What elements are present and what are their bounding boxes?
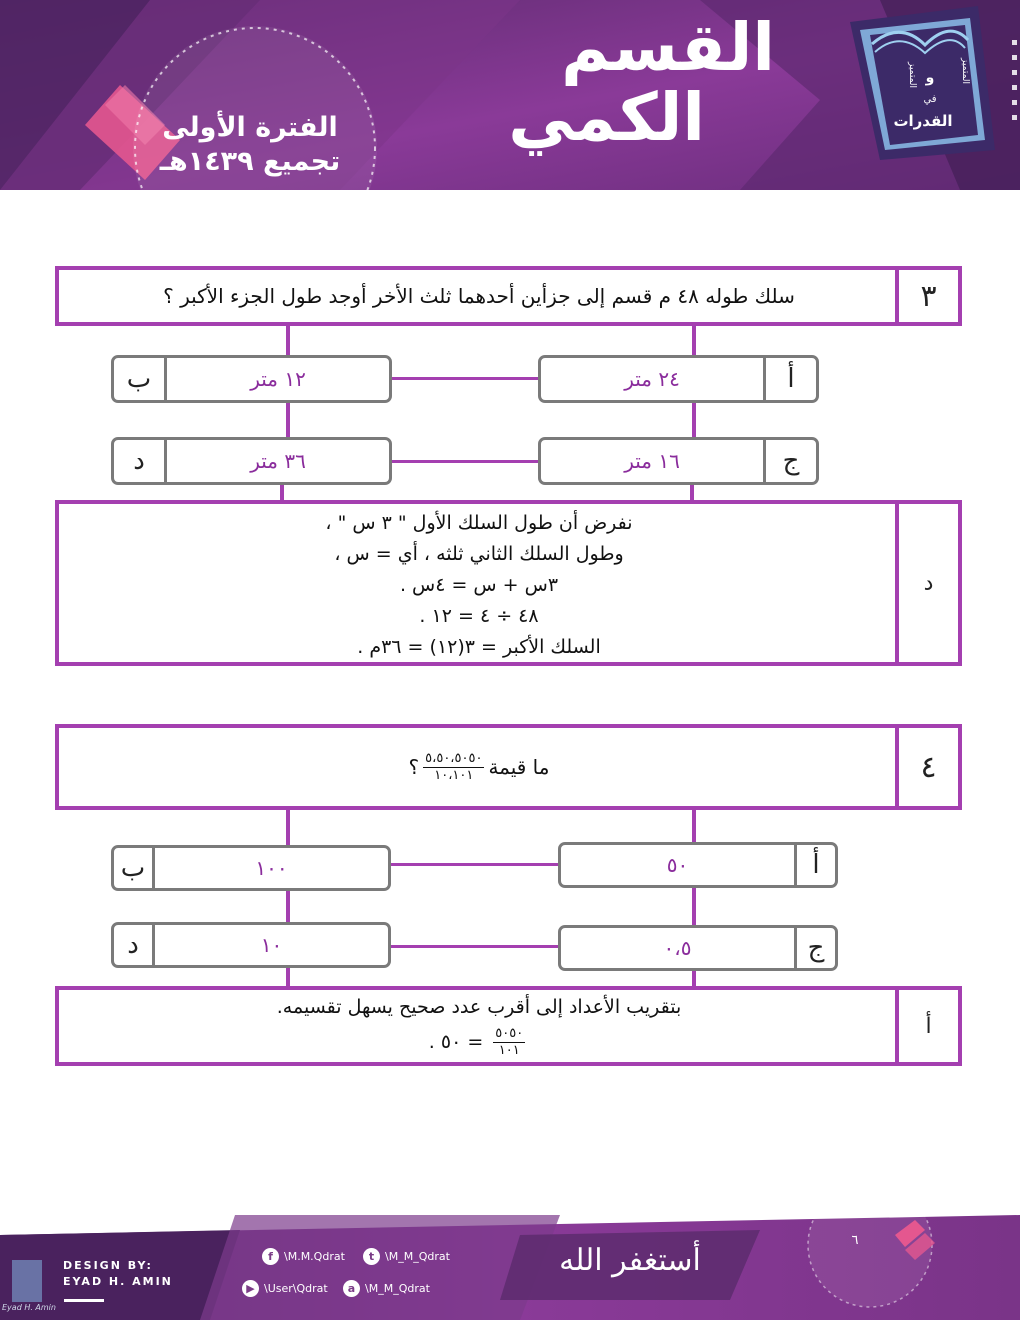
logo-side-text-2: المتميز <box>960 58 970 85</box>
connector <box>692 888 696 926</box>
connector <box>390 945 560 948</box>
option-letter: ب <box>120 853 146 883</box>
social-twitter[interactable] <box>363 1248 450 1265</box>
fraction-denominator: ١٠،١٠١ <box>434 767 474 783</box>
social-ask[interactable] <box>343 1280 430 1297</box>
social-facebook[interactable] <box>262 1248 345 1265</box>
logo-text: القدرات <box>893 112 953 130</box>
equals-sign: = <box>467 1031 484 1053</box>
option-b[interactable] <box>111 845 391 891</box>
question-number: ٣ <box>895 270 958 322</box>
connector <box>286 402 290 438</box>
fraction-numerator: ٥،٥٠،٥٠٥٠ <box>425 750 483 766</box>
option-value: ١٠ <box>260 933 283 957</box>
question-mark: ؟ <box>408 755 420 779</box>
period-label: الفترة الأولى <box>162 112 338 143</box>
question-3-solution-box <box>55 500 962 666</box>
question-text-before: ما قيمة <box>488 755 550 779</box>
question-text: سلك طوله ٤٨ م قسم إلى جزأين أحدهما ثلث الأخر أوجد طول الجزء الأكبر ؟ <box>163 284 795 308</box>
option-c[interactable] <box>558 925 838 971</box>
option-a[interactable] <box>558 842 838 888</box>
answer-letter: أ <box>895 990 958 1062</box>
solution-line <box>59 1023 899 1061</box>
page-number: ٦ <box>851 1233 859 1248</box>
connector <box>692 326 696 356</box>
solution-steps <box>59 992 899 1061</box>
facebook-icon: f <box>262 1248 279 1265</box>
option-value: ٣٦ متر <box>250 449 306 473</box>
question-number: ٤ <box>895 728 958 806</box>
option-a[interactable] <box>538 355 819 403</box>
solution-line: بتقريب الأعداد إلى أقرب عدد صحيح يسهل تقسيمه. <box>276 996 682 1018</box>
solution-line: وطول السلك الثاني ثلثه ، أي = س ، <box>334 543 624 565</box>
option-d[interactable] <box>111 922 391 968</box>
option-letter: أ <box>787 364 795 394</box>
connector <box>390 863 560 866</box>
fraction-denominator: ١٠١ <box>498 1043 520 1058</box>
question-3-statement-box <box>55 266 962 326</box>
option-b[interactable] <box>111 355 392 403</box>
social-label: \User\Qdrat <box>264 1282 328 1295</box>
ask-icon: a <box>343 1280 360 1297</box>
option-divider <box>763 440 766 482</box>
twitter-icon: t <box>363 1248 380 1265</box>
footer-background <box>0 1215 1020 1320</box>
option-c[interactable] <box>538 437 819 485</box>
header-title-line2: الكمي <box>508 79 705 156</box>
option-letter: د <box>133 446 145 476</box>
solution-line: ٤٨ ÷ ٤ = ١٢ . <box>419 605 539 627</box>
option-value: ٥٠ <box>666 853 689 877</box>
collection-year: تجميع ١٤٣٩هـ <box>159 146 341 177</box>
design-by-label: DESIGN BY: <box>63 1259 153 1272</box>
page-footer <box>0 1215 1020 1320</box>
option-value: ١٦ متر <box>624 449 680 473</box>
logo-side-text-1: المتميز <box>907 62 917 89</box>
option-divider <box>794 928 797 968</box>
option-letter: د <box>127 930 139 960</box>
solution-line: السلك الأكبر = ٣(١٢) = ٣٦م . <box>357 636 601 658</box>
question-4-solution-box <box>55 986 962 1066</box>
connector <box>286 888 290 926</box>
logo-top-text: و <box>925 70 935 86</box>
question-text <box>59 728 899 806</box>
connector <box>692 968 696 988</box>
page-header <box>0 0 1020 190</box>
option-value: ٢٤ متر <box>624 367 680 391</box>
social-youtube[interactable] <box>242 1280 328 1297</box>
youtube-icon: ▶ <box>242 1280 259 1297</box>
designer-signature: Eyad H. Amin <box>2 1303 56 1312</box>
connector <box>390 460 540 463</box>
answer-letter: د <box>895 504 958 662</box>
solution-fraction <box>493 1026 525 1059</box>
option-letter: ب <box>126 364 152 394</box>
solution-line: نفرض أن طول السلك الأول " ٣ س " ، <box>325 512 633 534</box>
fraction-numerator: ٥٠٥٠ <box>495 1026 524 1041</box>
designer-logo-icon <box>12 1260 42 1302</box>
social-label: \M.M.Qdrat <box>284 1250 345 1263</box>
option-value: ١٠٠ <box>255 856 288 880</box>
solution-steps <box>59 508 899 663</box>
question-4-statement-box <box>55 724 962 810</box>
social-label: \M_M_Qdrat <box>365 1282 430 1295</box>
connector <box>390 377 540 380</box>
option-divider <box>763 358 766 400</box>
solution-line: ٣س + س = ٤س . <box>399 574 559 596</box>
connector <box>692 810 696 846</box>
calligraphy-text: أستغفر الله <box>559 1243 701 1278</box>
connector <box>286 968 290 988</box>
option-letter: أ <box>812 850 820 880</box>
option-divider <box>794 845 797 885</box>
option-letter: ج <box>807 933 825 963</box>
option-value: ١٢ متر <box>250 367 306 391</box>
solution-result: ٥٠ . <box>428 1031 462 1053</box>
connector <box>692 402 696 438</box>
designer-name: EYAD H. AMIN <box>63 1275 173 1288</box>
question-fraction <box>423 751 484 784</box>
option-letter: ج <box>782 446 800 476</box>
logo-mid-text: في <box>923 94 937 105</box>
option-d[interactable] <box>111 437 392 485</box>
option-value: ٠،٥ <box>663 936 692 960</box>
header-title-line1: القسم <box>561 9 775 86</box>
social-label: \M_M_Qdrat <box>385 1250 450 1263</box>
connector <box>286 810 290 846</box>
connector <box>286 326 290 356</box>
